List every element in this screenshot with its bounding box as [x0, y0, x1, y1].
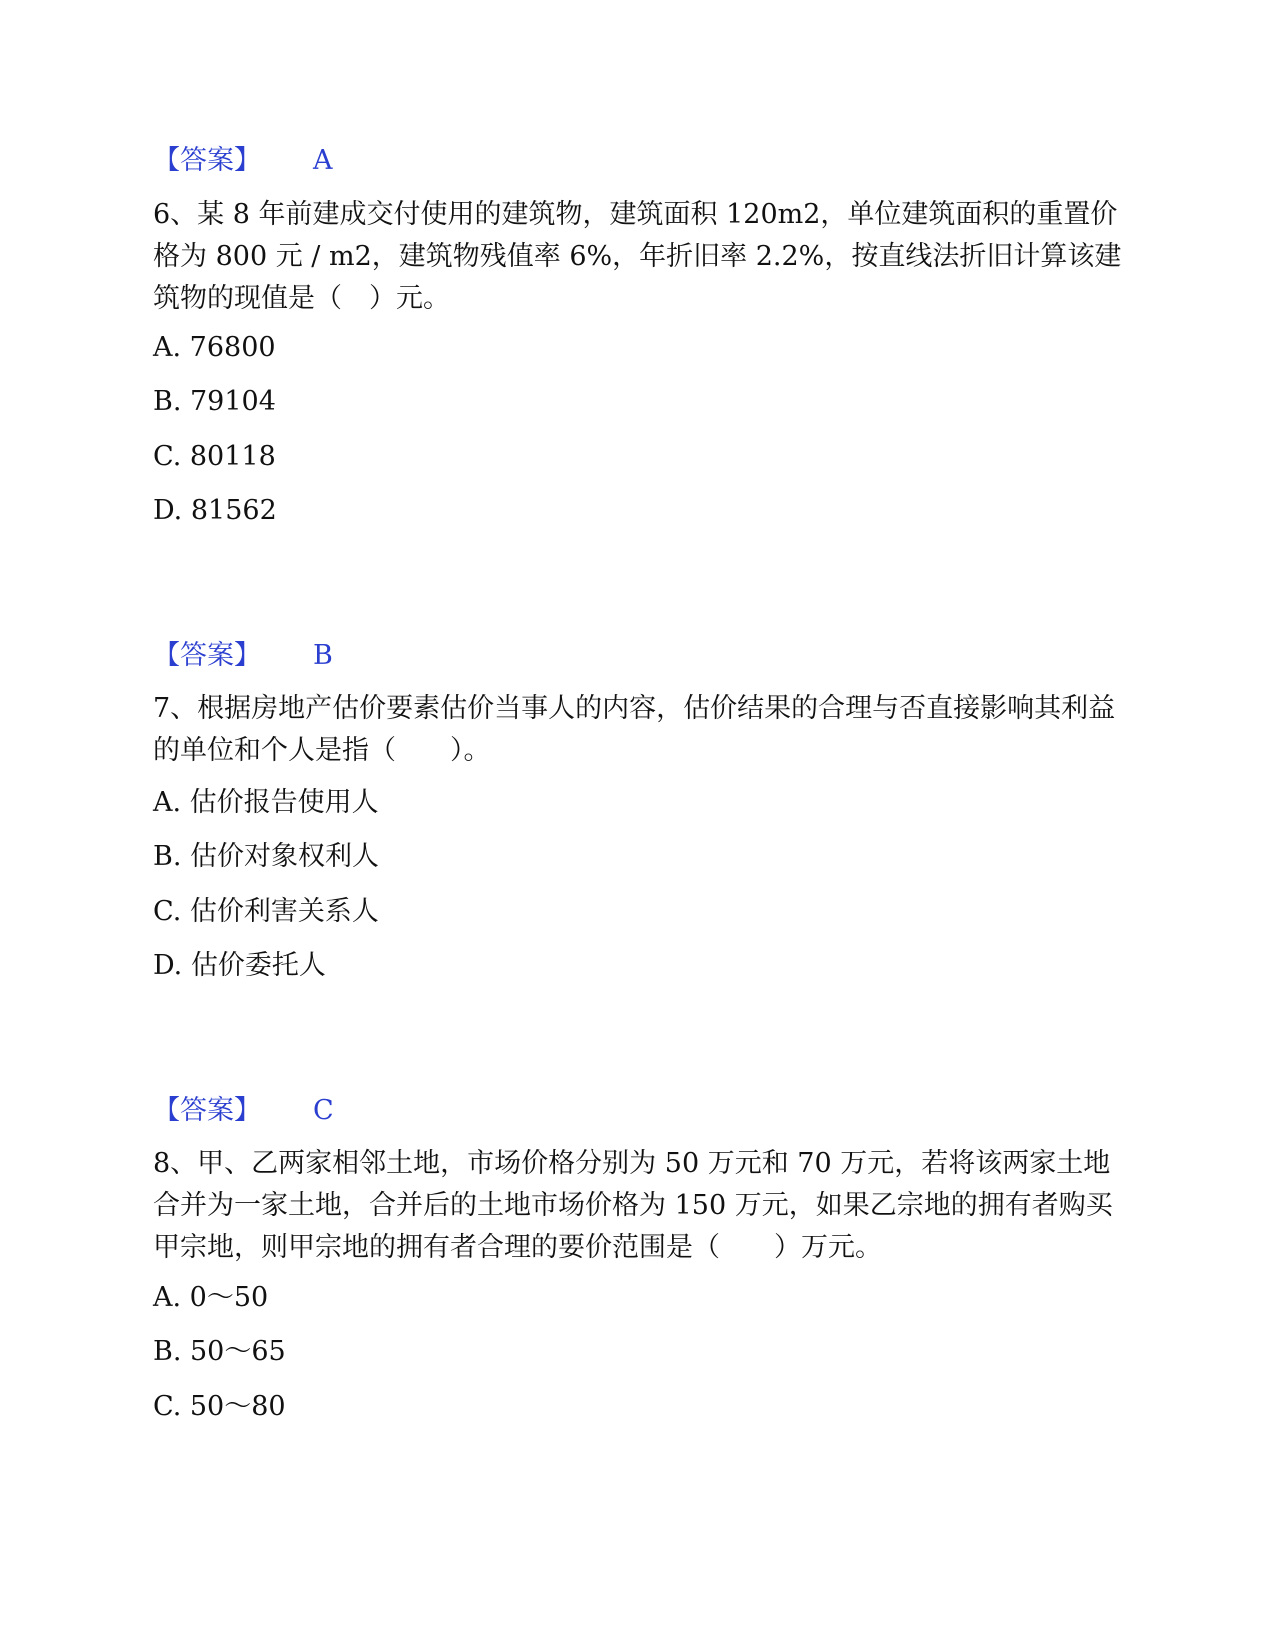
option-c: C. 50～80 — [153, 1391, 286, 1422]
answer-label: 【答案】 — [153, 145, 261, 176]
answer-label: 【答案】 — [153, 1095, 261, 1126]
option-c: C. 估价利害关系人 — [153, 896, 379, 927]
answer-line — [153, 144, 333, 178]
answer-value: A — [313, 145, 333, 176]
option-d: D. 81562 — [153, 495, 277, 526]
option-c: C. 80118 — [153, 441, 276, 472]
question-text: 8、甲、乙两家相邻土地，市场价格分别为 50 万元和 70 万元，若将该两家土地合并为一家土地，合并后的土地市场价格为 150 万元，如果乙宗地的拥有者购买甲宗地，则甲宗地的拥有者合理的要价范围是（ ）万元。 — [153, 1148, 1113, 1263]
option-b: B. 50～65 — [153, 1336, 286, 1367]
answer-line — [153, 639, 333, 673]
option-a: A. 估价报告使用人 — [153, 787, 379, 818]
answer-value: B — [313, 640, 333, 671]
option-d: D. 估价委托人 — [153, 950, 326, 981]
option-a: A. 0～50 — [153, 1282, 269, 1313]
answer-line — [153, 1094, 334, 1128]
question-text: 7、根据房地产估价要素估价当事人的内容，估价结果的合理与否直接影响其利益的单位和个人是指（ ）。 — [153, 693, 1116, 766]
question-text: 6、某 8 年前建成交付使用的建筑物，建筑面积 120m2，单位建筑面积的重置价格为 800 元 / m2，建筑物残值率 6%，年折旧率 2.2%，按直线法折旧计算该建筑物的现值是（ ）元。 — [153, 199, 1122, 314]
option-a: A. 76800 — [153, 332, 276, 363]
answer-value: C — [313, 1095, 334, 1126]
option-b: B. 估价对象权利人 — [153, 841, 380, 872]
option-b: B. 79104 — [153, 386, 276, 417]
answer-label: 【答案】 — [153, 640, 261, 671]
